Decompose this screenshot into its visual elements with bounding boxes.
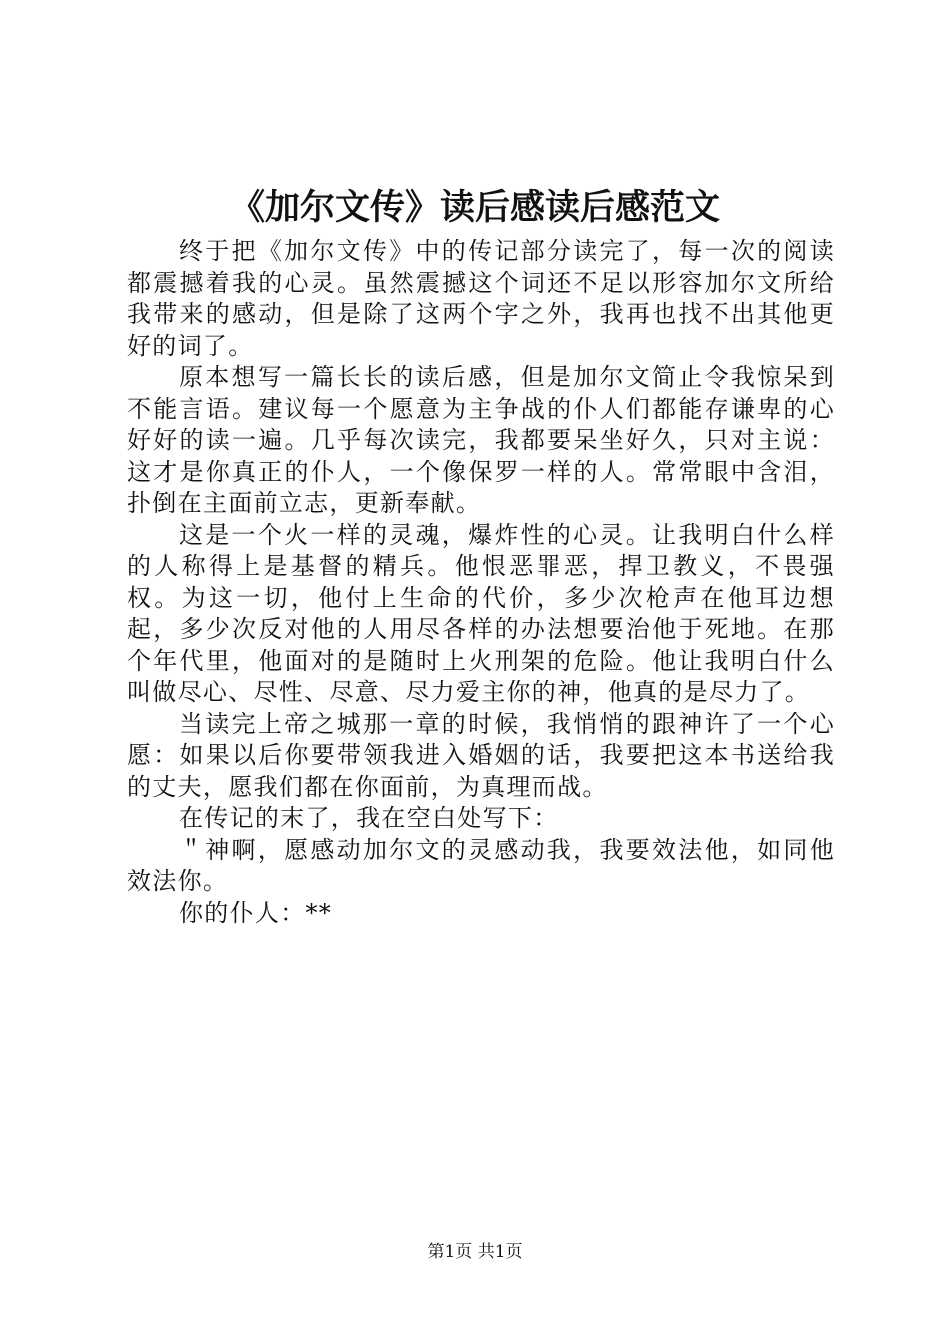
paragraph-5: 在传记的末了，我在空白处写下： [179,804,559,832]
paragraph-6: ＂神啊，愿感动加尔文的灵感动我，我要效法他，如同他效法你。 [127,835,835,895]
paragraph-7-signature: 你的仆人：** [179,898,333,927]
document-title: 《加尔文传》读后感读后感范文 [229,187,720,228]
paragraph-3: 这是一个火一样的灵魂，爆炸性的心灵。让我明白什么样的人称得上是基督的精兵。他恨恶罪恶，捍卫教义，不畏强权。为这一切，他付上生命的代价，多少次枪声在他耳边想起，多少次反对他的人用尽各样的办法想要治他于死地。在那个年代里，他面对的是随时上火刑架的危险。他让我明白什么叫做尽心、尽性、尽意、尽力爱主你的神，他真的是尽力了。 [127,520,835,706]
paragraph-1: 终于把《加尔文传》中的传记部分读完了，每一次的阅读都震撼着我的心灵。虽然震撼这个词还不足以形容加尔文所给我带来的感动，但是除了这两个字之外，我再也找不出其他更好的词了。 [127,237,835,360]
paragraph-2: 原本想写一篇长长的读后感，但是加尔文简止令我惊呆到不能言语。建议每一个愿意为主争战的仆人们都能存谦卑的心好好的读一遍。几乎每次读完，我都要呆坐好久，只对主说：这才是你真正的仆人，一个像保罗一样的人。常常眼中含泪，扑倒在主面前立志，更新奉献。 [127,363,835,517]
page-footer: 第1页 共1页 [427,1242,523,1262]
document-body [127,236,835,929]
paragraph-4: 当读完上帝之城那一章的时候，我悄悄的跟神许了一个心愿：如果以后你要带领我进入婚姻的话，我要把这本书送给我的丈夫，愿我们都在你面前，为真理而战。 [127,709,835,801]
